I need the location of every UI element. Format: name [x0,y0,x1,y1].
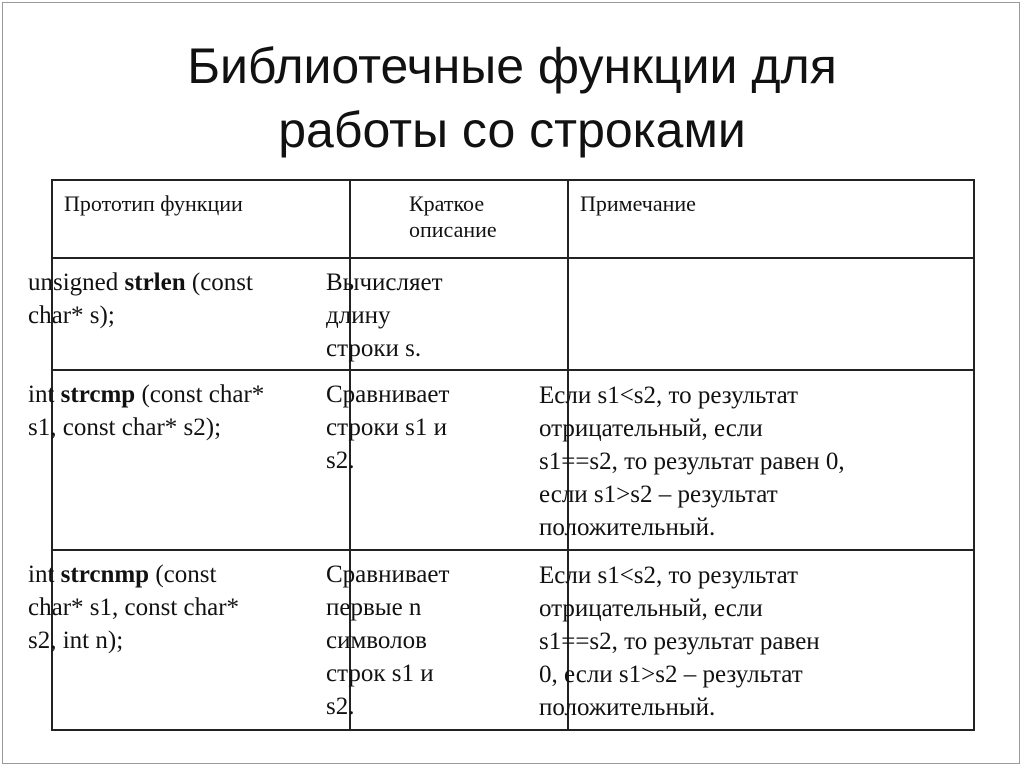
prototype-line [28,266,341,299]
table-row [52,258,974,370]
description-line: строки s. [326,335,422,362]
header-description-label [351,181,567,243]
prototype-cell [28,550,350,730]
note-text [539,551,973,724]
description-line: s2. [326,447,355,474]
description-text [326,551,567,723]
prototype-cell [28,258,350,370]
note-line: Если s1<s2, то результат [539,562,799,589]
description-text [326,259,567,365]
description-cell [326,258,568,370]
description-line: s2. [326,693,355,720]
note-line: Если s1<s2, то результат [539,382,799,409]
header-note [568,180,974,258]
header-description-line: Краткое [409,191,485,216]
description-line: Сравнивает [326,381,450,408]
prototype-cell [28,370,350,550]
note-line: отрицательный, если [539,415,763,442]
note-cell [539,550,974,730]
prototype-line [28,558,341,591]
header-prototype [52,180,350,258]
description-line: Вычисляет [326,269,443,296]
prototype-args: (const [149,561,217,588]
description-line: первые n [326,594,422,621]
prototype-text [28,259,349,332]
description-line: символов [326,627,427,654]
prototype-return-type: int [28,561,61,588]
prototype-line [28,378,341,411]
note-line: s1==s2, то результат равен [539,628,820,655]
prototype-return-type: unsigned [28,269,125,296]
functions-table [28,179,975,731]
prototype-return-type: int [28,381,61,408]
header-description-line: описание [409,217,497,242]
prototype-args: (const char* [135,381,265,408]
description-text [326,371,567,477]
note-cell [539,370,974,550]
slide-title-line: работы со строками [278,102,746,158]
description-cell [326,370,568,550]
table-row [52,370,974,550]
note-line: положительный. [539,694,716,721]
prototype-line: char* s); [28,302,115,329]
prototype-line: s1, const char* s2); [28,414,222,441]
description-cell [326,550,568,730]
description-line: строки s1 и [326,414,447,441]
function-name: strcnmp [60,561,150,588]
note-line: если s1>s2 – результат [539,481,778,508]
description-line: строк s1 и [326,660,434,687]
description-line: длину [326,302,391,329]
note-line: отрицательный, если [539,595,763,622]
description-line: Сравнивает [326,561,450,588]
header-prototype-label: Прототип функции [64,191,243,216]
slide-title-line: Библиотечные функции для [187,38,837,94]
note-text [569,259,973,267]
note-text [539,371,973,544]
prototype-line: char* s1, const char* [28,594,240,621]
note-cell [568,258,974,370]
note-line: 0, если s1>s2 – результат [539,661,803,688]
header-row [52,180,974,258]
header-note-label: Примечание [580,191,696,216]
header-description [350,180,568,258]
prototype-args: (const [185,269,253,296]
table-row [52,550,974,730]
prototype-line: s2, int n); [28,627,124,654]
function-name: strcmp [60,381,136,408]
note-line: положительный. [539,514,716,541]
note-line: s1==s2, то результат равен 0, [539,448,845,475]
function-name: strlen [124,269,186,296]
prototype-text [28,371,349,444]
slide-title [0,34,1024,162]
prototype-text [28,551,349,657]
